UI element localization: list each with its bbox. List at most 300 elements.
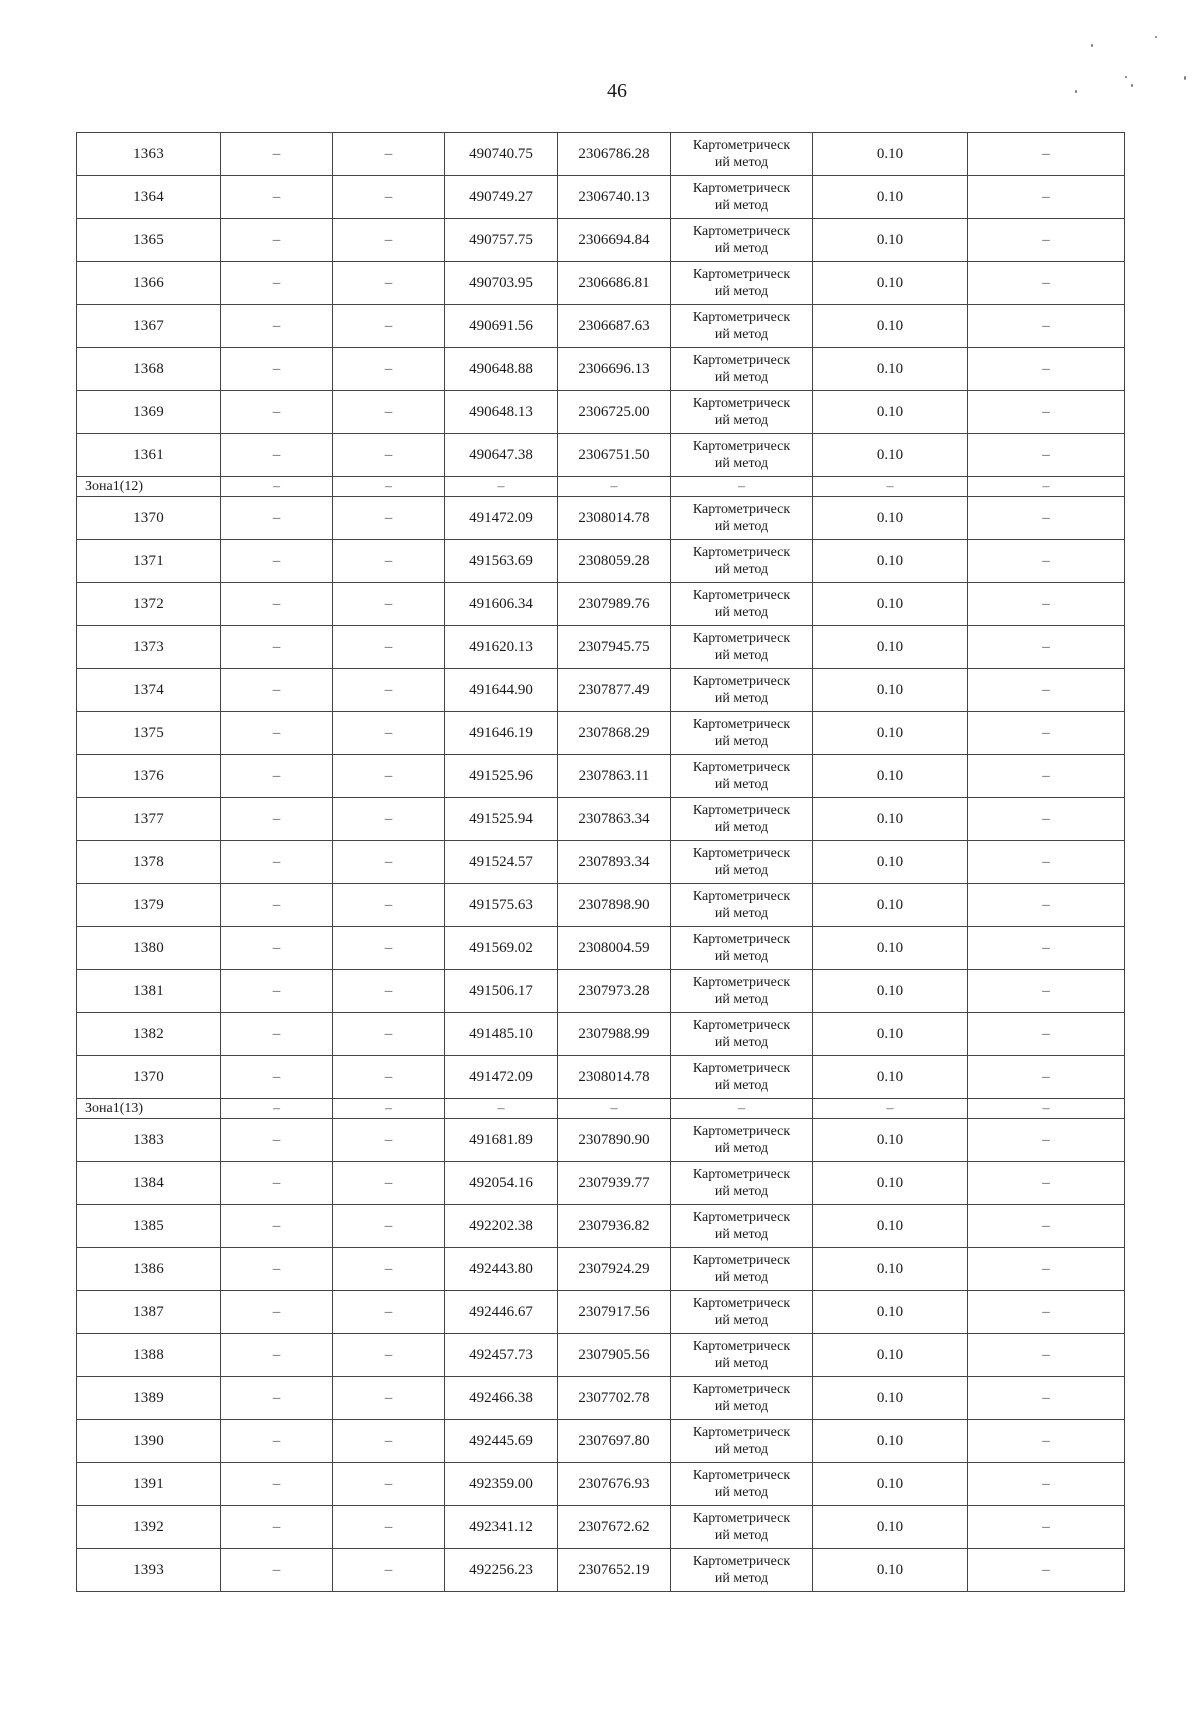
- dash-cell: –: [333, 219, 445, 262]
- method-line-2: ий метод: [714, 1227, 769, 1242]
- zone-label-cell: Зона1(12): [77, 477, 221, 497]
- dash-cell: –: [333, 583, 445, 626]
- method-line-2: ий метод: [714, 863, 769, 878]
- dash-cell: –: [333, 1506, 445, 1549]
- y-coordinate-cell: 2306751.50: [558, 434, 671, 477]
- dash-cell: –: [333, 1162, 445, 1205]
- method-line-1: Картометрическ: [692, 889, 791, 904]
- dash-cell: –: [968, 1162, 1125, 1205]
- point-id-cell: 1392: [77, 1506, 221, 1549]
- method-line-1: Картометрическ: [692, 803, 791, 818]
- x-coordinate-cell: 490648.88: [445, 348, 558, 391]
- dash-cell: –: [968, 1056, 1125, 1099]
- method-line-1: Картометрическ: [692, 975, 791, 990]
- method-line-1: Картометрическ: [692, 717, 791, 732]
- y-coordinate-cell: 2308014.78: [558, 1056, 671, 1099]
- point-id-cell: 1385: [77, 1205, 221, 1248]
- accuracy-cell: 0.10: [813, 176, 968, 219]
- dash-cell: –: [221, 1506, 333, 1549]
- point-id-cell: 1369: [77, 391, 221, 434]
- accuracy-cell: 0.10: [813, 798, 968, 841]
- x-coordinate-cell: 491646.19: [445, 712, 558, 755]
- table-row: [77, 1162, 1125, 1205]
- y-coordinate-cell: 2307652.19: [558, 1549, 671, 1592]
- coordinates-table: [76, 132, 1125, 1592]
- dash-cell: –: [333, 626, 445, 669]
- table-body: [77, 133, 1125, 1592]
- dash-cell: –: [968, 1463, 1125, 1506]
- y-coordinate-cell: 2307924.29: [558, 1248, 671, 1291]
- method-cell: [671, 1248, 813, 1291]
- dash-cell: –: [968, 1291, 1125, 1334]
- y-coordinate-cell: 2307945.75: [558, 626, 671, 669]
- dash-cell: –: [333, 540, 445, 583]
- method-line-1: Картометрическ: [692, 1167, 791, 1182]
- table-row: [77, 755, 1125, 798]
- method-line-2: ий метод: [714, 1442, 769, 1457]
- y-coordinate-cell: 2307988.99: [558, 1013, 671, 1056]
- page-number: 46: [607, 80, 627, 102]
- dash-cell: –: [333, 1463, 445, 1506]
- dash-cell: –: [968, 669, 1125, 712]
- method-line-2: ий метод: [714, 1141, 769, 1156]
- point-id-cell: 1367: [77, 305, 221, 348]
- method-line-1: Картометрическ: [692, 439, 791, 454]
- scan-speck: [1155, 36, 1157, 38]
- coordinates-table-container: [76, 132, 1124, 1592]
- method-line-1: Картометрическ: [692, 502, 791, 517]
- x-coordinate-cell: 491606.34: [445, 583, 558, 626]
- method-line-2: ий метод: [714, 519, 769, 534]
- scan-speck: [1075, 90, 1077, 93]
- table-row: [77, 712, 1125, 755]
- dash-cell: –: [221, 497, 333, 540]
- point-id-cell: 1365: [77, 219, 221, 262]
- y-coordinate-cell: 2306686.81: [558, 262, 671, 305]
- dash-cell: –: [221, 927, 333, 970]
- method-line-2: ий метод: [714, 562, 769, 577]
- method-cell: [671, 1205, 813, 1248]
- method-cell: [671, 712, 813, 755]
- method-line-1: Картометрическ: [692, 181, 791, 196]
- scan-speck: [1125, 76, 1127, 78]
- accuracy-cell: 0.10: [813, 755, 968, 798]
- dash-cell: –: [221, 1334, 333, 1377]
- y-coordinate-cell: 2307697.80: [558, 1420, 671, 1463]
- y-coordinate-cell: 2306694.84: [558, 219, 671, 262]
- method-line-2: ий метод: [714, 605, 769, 620]
- x-coordinate-cell: 491563.69: [445, 540, 558, 583]
- dash-cell: –: [221, 583, 333, 626]
- dash-cell: –: [445, 1099, 558, 1119]
- method-cell: [671, 434, 813, 477]
- method-cell: [671, 927, 813, 970]
- dash-cell: –: [333, 927, 445, 970]
- method-line-2: ий метод: [714, 1571, 769, 1586]
- method-cell: [671, 1056, 813, 1099]
- y-coordinate-cell: 2307905.56: [558, 1334, 671, 1377]
- dash-cell: –: [333, 884, 445, 927]
- dash-cell: –: [221, 1205, 333, 1248]
- accuracy-cell: 0.10: [813, 583, 968, 626]
- dash-cell: –: [333, 348, 445, 391]
- x-coordinate-cell: 491472.09: [445, 497, 558, 540]
- y-coordinate-cell: 2306740.13: [558, 176, 671, 219]
- table-row: [77, 884, 1125, 927]
- x-coordinate-cell: 490691.56: [445, 305, 558, 348]
- y-coordinate-cell: 2307672.62: [558, 1506, 671, 1549]
- dash-cell: –: [333, 755, 445, 798]
- dash-cell: –: [333, 1119, 445, 1162]
- x-coordinate-cell: 490749.27: [445, 176, 558, 219]
- dash-cell: –: [221, 884, 333, 927]
- method-line-1: Картометрическ: [692, 1468, 791, 1483]
- y-coordinate-cell: 2307936.82: [558, 1205, 671, 1248]
- dash-cell: –: [221, 1420, 333, 1463]
- method-line-1: Картометрическ: [692, 1554, 791, 1569]
- x-coordinate-cell: 490757.75: [445, 219, 558, 262]
- dash-cell: –: [333, 391, 445, 434]
- point-id-cell: 1375: [77, 712, 221, 755]
- scan-speck: [1091, 44, 1093, 47]
- y-coordinate-cell: 2307917.56: [558, 1291, 671, 1334]
- point-id-cell: 1382: [77, 1013, 221, 1056]
- y-coordinate-cell: 2306725.00: [558, 391, 671, 434]
- scan-speck: [1184, 76, 1186, 80]
- method-line-1: Картометрическ: [692, 1511, 791, 1526]
- method-line-2: ий метод: [714, 1313, 769, 1328]
- dash-cell: –: [221, 176, 333, 219]
- zone-header-row: [77, 477, 1125, 497]
- dash-cell: –: [813, 477, 968, 497]
- method-line-1: Картометрическ: [692, 545, 791, 560]
- y-coordinate-cell: 2308014.78: [558, 497, 671, 540]
- dash-cell: –: [968, 477, 1125, 497]
- accuracy-cell: 0.10: [813, 970, 968, 1013]
- dash-cell: –: [333, 497, 445, 540]
- method-cell: [671, 1013, 813, 1056]
- y-coordinate-cell: 2307893.34: [558, 841, 671, 884]
- dash-cell: –: [221, 262, 333, 305]
- accuracy-cell: 0.10: [813, 1291, 968, 1334]
- dash-cell: –: [968, 1506, 1125, 1549]
- x-coordinate-cell: 491524.57: [445, 841, 558, 884]
- y-coordinate-cell: 2307973.28: [558, 970, 671, 1013]
- x-coordinate-cell: 491485.10: [445, 1013, 558, 1056]
- method-line-1: Картометрическ: [692, 1018, 791, 1033]
- method-cell: [671, 262, 813, 305]
- method-line-2: ий метод: [714, 648, 769, 663]
- method-line-2: ий метод: [714, 1399, 769, 1414]
- dash-cell: –: [333, 1420, 445, 1463]
- dash-cell: –: [221, 391, 333, 434]
- dash-cell: –: [671, 1099, 813, 1119]
- method-line-1: Картометрическ: [692, 1210, 791, 1225]
- method-cell: [671, 1420, 813, 1463]
- dash-cell: –: [333, 133, 445, 176]
- point-id-cell: 1372: [77, 583, 221, 626]
- table-row: [77, 1119, 1125, 1162]
- point-id-cell: 1383: [77, 1119, 221, 1162]
- accuracy-cell: 0.10: [813, 1377, 968, 1420]
- method-cell: [671, 219, 813, 262]
- table-row: [77, 434, 1125, 477]
- accuracy-cell: 0.10: [813, 1463, 968, 1506]
- dash-cell: –: [333, 434, 445, 477]
- dash-cell: –: [968, 497, 1125, 540]
- point-id-cell: 1391: [77, 1463, 221, 1506]
- dash-cell: –: [333, 477, 445, 497]
- point-id-cell: 1380: [77, 927, 221, 970]
- dash-cell: –: [221, 540, 333, 583]
- x-coordinate-cell: 490740.75: [445, 133, 558, 176]
- method-line-1: Картометрическ: [692, 846, 791, 861]
- x-coordinate-cell: 492466.38: [445, 1377, 558, 1420]
- dash-cell: –: [333, 1291, 445, 1334]
- dash-cell: –: [333, 1099, 445, 1119]
- method-cell: [671, 1162, 813, 1205]
- table-row: [77, 176, 1125, 219]
- dash-cell: –: [221, 1162, 333, 1205]
- dash-cell: –: [221, 219, 333, 262]
- accuracy-cell: 0.10: [813, 348, 968, 391]
- x-coordinate-cell: 491472.09: [445, 1056, 558, 1099]
- point-id-cell: 1370: [77, 1056, 221, 1099]
- dash-cell: –: [968, 755, 1125, 798]
- method-cell: [671, 348, 813, 391]
- accuracy-cell: 0.10: [813, 1119, 968, 1162]
- method-line-1: Картометрическ: [692, 760, 791, 775]
- table-row: [77, 305, 1125, 348]
- method-line-2: ий метод: [714, 949, 769, 964]
- accuracy-cell: 0.10: [813, 133, 968, 176]
- dash-cell: –: [333, 1248, 445, 1291]
- dash-cell: –: [968, 841, 1125, 884]
- table-row: [77, 970, 1125, 1013]
- accuracy-cell: 0.10: [813, 497, 968, 540]
- x-coordinate-cell: 492457.73: [445, 1334, 558, 1377]
- table-row: [77, 1013, 1125, 1056]
- dash-cell: –: [221, 1291, 333, 1334]
- x-coordinate-cell: 491569.02: [445, 927, 558, 970]
- method-line-2: ий метод: [714, 284, 769, 299]
- dash-cell: –: [445, 477, 558, 497]
- dash-cell: –: [968, 305, 1125, 348]
- dash-cell: –: [221, 1119, 333, 1162]
- dash-cell: –: [968, 348, 1125, 391]
- table-row: [77, 133, 1125, 176]
- method-cell: [671, 497, 813, 540]
- dash-cell: –: [968, 1549, 1125, 1592]
- accuracy-cell: 0.10: [813, 841, 968, 884]
- table-row: [77, 540, 1125, 583]
- method-cell: [671, 1377, 813, 1420]
- point-id-cell: 1368: [77, 348, 221, 391]
- point-id-cell: 1377: [77, 798, 221, 841]
- point-id-cell: 1371: [77, 540, 221, 583]
- point-id-cell: 1363: [77, 133, 221, 176]
- point-id-cell: 1379: [77, 884, 221, 927]
- method-cell: [671, 1463, 813, 1506]
- y-coordinate-cell: 2307877.49: [558, 669, 671, 712]
- method-line-1: Картометрическ: [692, 138, 791, 153]
- scan-speck: [1131, 84, 1133, 87]
- x-coordinate-cell: 491644.90: [445, 669, 558, 712]
- method-line-2: ий метод: [714, 327, 769, 342]
- method-cell: [671, 176, 813, 219]
- accuracy-cell: 0.10: [813, 884, 968, 927]
- y-coordinate-cell: 2308004.59: [558, 927, 671, 970]
- dash-cell: –: [221, 798, 333, 841]
- dash-cell: –: [333, 1056, 445, 1099]
- dash-cell: –: [333, 669, 445, 712]
- method-cell: [671, 798, 813, 841]
- dash-cell: –: [968, 176, 1125, 219]
- method-cell: [671, 970, 813, 1013]
- x-coordinate-cell: 492256.23: [445, 1549, 558, 1592]
- method-line-1: Картометрическ: [692, 267, 791, 282]
- point-id-cell: 1393: [77, 1549, 221, 1592]
- y-coordinate-cell: 2306696.13: [558, 348, 671, 391]
- accuracy-cell: 0.10: [813, 1420, 968, 1463]
- dash-cell: –: [221, 712, 333, 755]
- method-cell: [671, 841, 813, 884]
- dash-cell: –: [968, 262, 1125, 305]
- y-coordinate-cell: 2306687.63: [558, 305, 671, 348]
- dash-cell: –: [968, 391, 1125, 434]
- accuracy-cell: 0.10: [813, 391, 968, 434]
- method-line-2: ий метод: [714, 777, 769, 792]
- method-line-1: Картометрическ: [692, 1425, 791, 1440]
- table-row: [77, 841, 1125, 884]
- table-row: [77, 348, 1125, 391]
- method-line-1: Картометрическ: [692, 1296, 791, 1311]
- table-row: [77, 1291, 1125, 1334]
- table-row: [77, 391, 1125, 434]
- y-coordinate-cell: 2306786.28: [558, 133, 671, 176]
- dash-cell: –: [968, 1420, 1125, 1463]
- y-coordinate-cell: 2307939.77: [558, 1162, 671, 1205]
- point-id-cell: 1361: [77, 434, 221, 477]
- method-line-1: Картометрическ: [692, 1061, 791, 1076]
- method-line-2: ий метод: [714, 198, 769, 213]
- dash-cell: –: [968, 1205, 1125, 1248]
- accuracy-cell: 0.10: [813, 1162, 968, 1205]
- dash-cell: –: [671, 477, 813, 497]
- method-cell: [671, 540, 813, 583]
- point-id-cell: 1381: [77, 970, 221, 1013]
- dash-cell: –: [968, 1013, 1125, 1056]
- dash-cell: –: [968, 626, 1125, 669]
- y-coordinate-cell: 2307898.90: [558, 884, 671, 927]
- table-row: [77, 626, 1125, 669]
- dash-cell: –: [968, 583, 1125, 626]
- dash-cell: –: [968, 884, 1125, 927]
- dash-cell: –: [968, 1248, 1125, 1291]
- method-line-2: ий метод: [714, 1078, 769, 1093]
- dash-cell: –: [813, 1099, 968, 1119]
- method-line-2: ий метод: [714, 413, 769, 428]
- method-line-2: ий метод: [714, 1356, 769, 1371]
- dash-cell: –: [333, 798, 445, 841]
- dash-cell: –: [221, 841, 333, 884]
- y-coordinate-cell: 2307890.90: [558, 1119, 671, 1162]
- x-coordinate-cell: 491525.96: [445, 755, 558, 798]
- method-cell: [671, 884, 813, 927]
- method-line-1: Картометрическ: [692, 310, 791, 325]
- table-row: [77, 1248, 1125, 1291]
- dash-cell: –: [221, 1056, 333, 1099]
- dash-cell: –: [558, 1099, 671, 1119]
- point-id-cell: 1364: [77, 176, 221, 219]
- point-id-cell: 1390: [77, 1420, 221, 1463]
- dash-cell: –: [221, 970, 333, 1013]
- x-coordinate-cell: 491681.89: [445, 1119, 558, 1162]
- y-coordinate-cell: 2307868.29: [558, 712, 671, 755]
- dash-cell: –: [333, 1013, 445, 1056]
- accuracy-cell: 0.10: [813, 434, 968, 477]
- method-line-1: Картометрическ: [692, 396, 791, 411]
- method-line-1: Картометрическ: [692, 932, 791, 947]
- accuracy-cell: 0.10: [813, 262, 968, 305]
- table-row: [77, 262, 1125, 305]
- point-id-cell: 1384: [77, 1162, 221, 1205]
- method-cell: [671, 1119, 813, 1162]
- table-row: [77, 1377, 1125, 1420]
- zone-label-cell: Зона1(13): [77, 1099, 221, 1119]
- dash-cell: –: [968, 434, 1125, 477]
- accuracy-cell: 0.10: [813, 626, 968, 669]
- dash-cell: –: [333, 1205, 445, 1248]
- method-line-2: ий метод: [714, 691, 769, 706]
- table-row: [77, 497, 1125, 540]
- dash-cell: –: [333, 176, 445, 219]
- table-row: [77, 1463, 1125, 1506]
- accuracy-cell: 0.10: [813, 1013, 968, 1056]
- dash-cell: –: [221, 1248, 333, 1291]
- dash-cell: –: [333, 970, 445, 1013]
- x-coordinate-cell: 492446.67: [445, 1291, 558, 1334]
- table-row: [77, 1506, 1125, 1549]
- method-line-1: Картометрическ: [692, 224, 791, 239]
- dash-cell: –: [333, 1377, 445, 1420]
- accuracy-cell: 0.10: [813, 540, 968, 583]
- y-coordinate-cell: 2307863.11: [558, 755, 671, 798]
- table-row: [77, 1056, 1125, 1099]
- dash-cell: –: [968, 133, 1125, 176]
- accuracy-cell: 0.10: [813, 1549, 968, 1592]
- dash-cell: –: [333, 262, 445, 305]
- dash-cell: –: [221, 133, 333, 176]
- method-line-1: Картометрическ: [692, 1253, 791, 1268]
- x-coordinate-cell: 492443.80: [445, 1248, 558, 1291]
- method-line-1: Картометрическ: [692, 1339, 791, 1354]
- method-cell: [671, 133, 813, 176]
- method-line-2: ий метод: [714, 370, 769, 385]
- point-id-cell: 1376: [77, 755, 221, 798]
- accuracy-cell: 0.10: [813, 1056, 968, 1099]
- method-line-1: Картометрическ: [692, 674, 791, 689]
- dash-cell: –: [333, 305, 445, 348]
- table-row: [77, 1549, 1125, 1592]
- x-coordinate-cell: 490647.38: [445, 434, 558, 477]
- dash-cell: –: [968, 1099, 1125, 1119]
- x-coordinate-cell: 491575.63: [445, 884, 558, 927]
- method-line-1: Картометрическ: [692, 353, 791, 368]
- method-cell: [671, 1549, 813, 1592]
- x-coordinate-cell: 490703.95: [445, 262, 558, 305]
- point-id-cell: 1386: [77, 1248, 221, 1291]
